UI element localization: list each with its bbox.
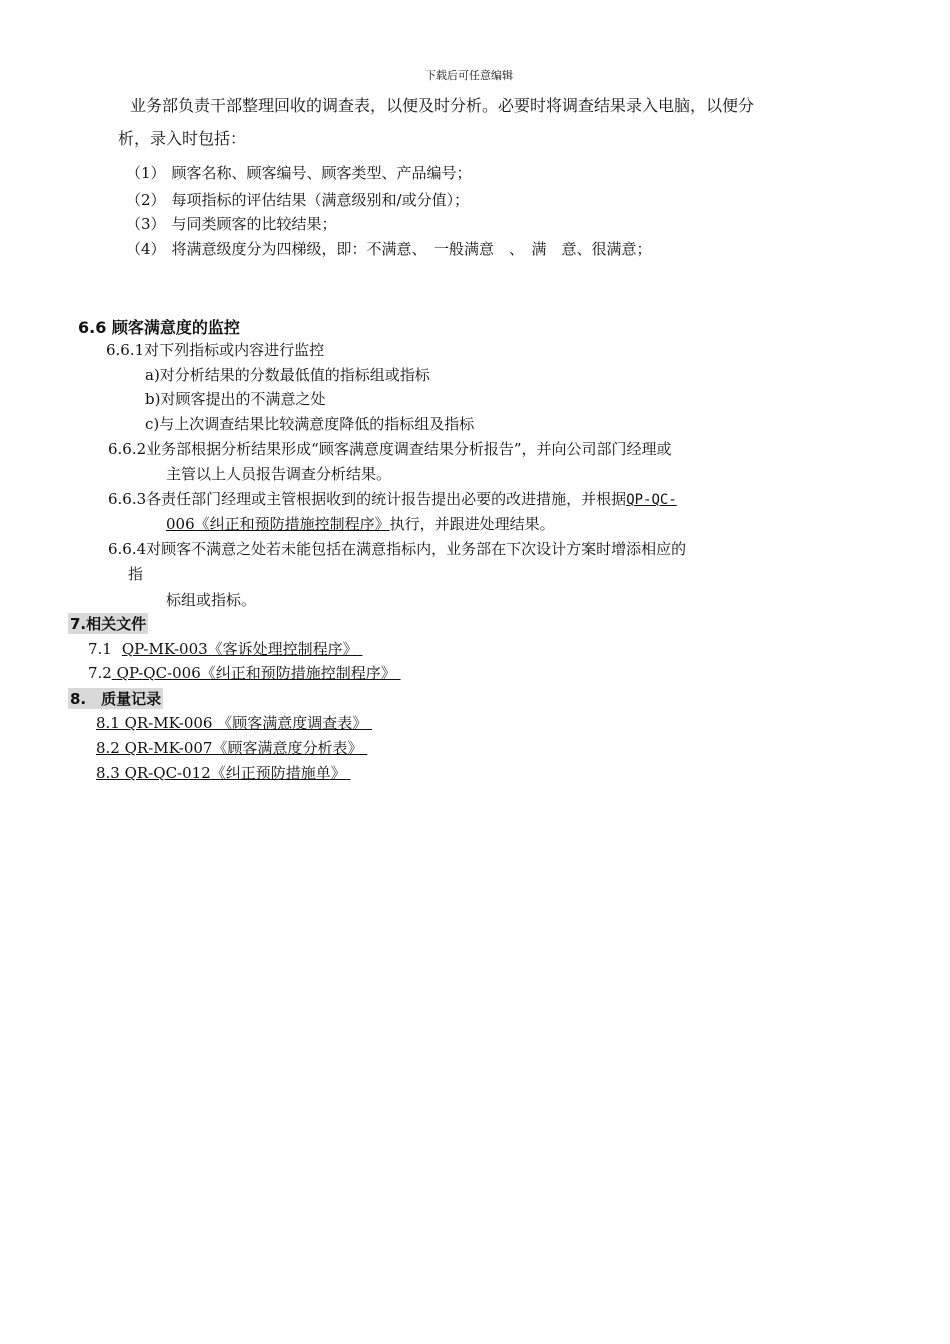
related-doc-7-1	[88, 639, 362, 659]
section-6-6-2-line-1	[108, 439, 672, 459]
item-number: （2）	[126, 191, 166, 209]
clause-number: 6.6.1	[106, 341, 145, 359]
section-7-title: 7.相关文件	[70, 615, 147, 633]
sub-item-c: c)与上次调查结果比较满意度降低的指标组及指标	[145, 415, 475, 433]
section-6-6-4-line-1	[108, 539, 686, 559]
clause-number: 7.2	[88, 664, 112, 682]
doc-link[interactable]: 8.3 QR-QC-012《纠正预防措施单》	[96, 764, 346, 782]
doc-link[interactable]: 8.1 QR-MK-006 《顾客满意度调查表》	[96, 714, 368, 732]
clause-number: 6.6.3	[108, 490, 147, 508]
item-number: （3）	[126, 215, 166, 233]
clause-text: 对下列指标或内容进行监控	[144, 341, 325, 359]
section-8-title: 8. 质量记录	[70, 690, 162, 708]
doc-link[interactable]: 006《纠正和预防措施控制程序》	[166, 515, 390, 533]
quality-record-8-2	[96, 738, 367, 758]
item-text: 顾客名称、顾客编号、顾客类型、产品编号；	[171, 164, 472, 182]
section-6-6-4-line-2: 指	[128, 565, 144, 583]
section-6-6-3-line-1	[108, 489, 677, 510]
clause-text: 各责任部门经理或主管根据收到的统计报告提出必要的改进措施，并根据	[146, 490, 627, 508]
doc-link[interactable]: 8.2 QR-MK-007《顾客满意度分析表》	[96, 739, 363, 757]
intro-line-1: 业务部负责干部整理回收的调查表，以便及时分析。必要时将调查结果录入电脑，以便分	[130, 96, 755, 115]
doc-link[interactable]: QP-QC-	[626, 492, 677, 508]
list-item	[126, 214, 337, 234]
clause-text: 执行，并跟进处理结果。	[389, 515, 555, 533]
intro-line-2: 析，录入时包括：	[118, 129, 247, 148]
quality-record-8-1	[96, 713, 372, 733]
section-6-6-3-line-2	[166, 514, 555, 534]
item-text: 将满意级度分为四梯级，即：不满意、 一般满意 、 满 意、很满意；	[171, 240, 652, 258]
clause-text: 业务部根据分析结果形成“顾客满意度调查结果分析报告”，并向公司部门经理或	[146, 440, 672, 458]
doc-link[interactable]: QP-QC-006《纠正和预防措施控制程序》	[116, 664, 396, 682]
clause-number: 6.6.4	[108, 540, 147, 558]
sub-item-b: b)对顾客提出的不满意之处	[145, 390, 326, 408]
doc-link[interactable]: QP-MK-003《客诉处理控制程序》	[121, 640, 358, 658]
item-number: （1）	[126, 164, 166, 182]
item-text: 每项指标的评估结果（满意级别和/或分值）；	[171, 191, 470, 209]
item-text: 与同类顾客的比较结果；	[171, 215, 337, 233]
list-item	[126, 239, 652, 259]
clause-number: 7.1	[88, 640, 112, 658]
item-number: （4）	[126, 240, 166, 258]
section-6-6-title: 6.6 顾客满意度的监控	[78, 318, 240, 337]
clause-text: 对顾客不满意之处若未能包括在满意指标内，业务部在下次设计方案时增添相应的	[146, 540, 687, 558]
list-item	[126, 190, 469, 210]
sub-item-a: a)对分析结果的分数最低值的指标组或指标	[145, 366, 430, 384]
related-doc-7-2	[88, 663, 401, 683]
section-6-6-1	[106, 340, 324, 360]
clause-number: 6.6.2	[108, 440, 147, 458]
quality-record-8-3	[96, 763, 351, 783]
list-item	[126, 163, 472, 183]
section-6-6-2-line-2: 主管以上人员报告调查分析结果。	[166, 465, 392, 483]
header-note: 下载后可任意编辑	[425, 69, 513, 82]
section-6-6-4-line-3: 标组或指标。	[166, 591, 257, 609]
